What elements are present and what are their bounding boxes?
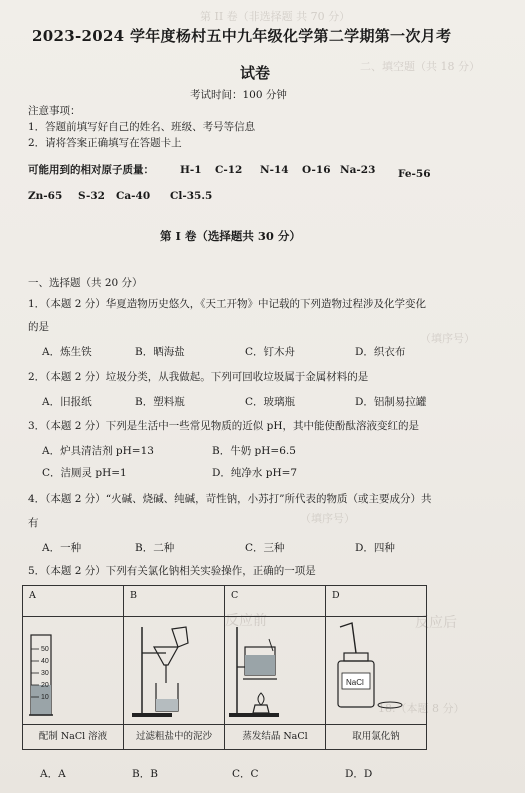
option: B．晒海盐 [135,346,185,358]
option: B．二种 [135,542,175,554]
note-item: 2．请将答案正确填写在答题卡上 [28,137,182,149]
atomic-mass: Fe-56 [398,168,431,180]
option: B．塑料瓶 [135,396,185,408]
question-stem: 5．（本题 2 分）下列有关氯化钠相关实验操作，正确的一项是 [28,565,316,577]
evaporation-figure [225,617,326,725]
bleed-through-text: （填序号） [300,512,355,525]
option: A．旧报纸 [42,396,92,408]
bleed-through-text: 反应前 [225,613,267,629]
atomic-mass: H-1 [180,164,202,176]
atomic-mass: O-16 [302,164,331,176]
cylinder-mark: 20 [41,682,49,689]
bottle-label: NaCl [346,678,364,687]
cylinder-mark: 40 [41,658,49,665]
table-cell-caption: 配制 NaCl 溶液 [23,725,124,750]
atomic-mass: N-14 [260,164,289,176]
option: B．牛奶 pH=6.5 [212,445,296,457]
table-cell-letter: A [23,586,124,617]
option: D．四种 [355,542,395,554]
atomic-mass-label: 可能用到的相对原子质量： [28,164,154,176]
bleed-through-text: 第 II 卷（非选择题 共 70 分） [200,10,351,23]
question-stem: 1．（本题 2 分）华夏造物历史悠久，《天工开物》中记载的下列造物过程涉及化学变化 [28,298,427,310]
option: A．A [40,768,66,780]
question-stem: 4．（本题 2 分）“火碱、烧碱、纯碱，苛性钠，小苏打”所代表的物质（或主要成分）共 [28,493,432,505]
exam-title: 2023-2024 学年度杨村五中九年级化学第二学期第一次月考 [32,27,452,45]
option: B．B [132,768,158,780]
section-title: 第 I 卷（选择题共 30 分） [160,229,301,243]
question-stem: 有 [28,517,39,529]
atomic-mass: Zn-65 [28,190,63,202]
bleed-through-text: （填序号） [420,332,475,345]
option: C．玻璃瓶 [245,396,296,408]
option: C．钉木舟 [245,346,296,358]
table-cell-caption: 取用氯化钠 [326,725,427,750]
option: C．C [232,768,259,780]
atomic-mass: Na-23 [340,164,376,176]
bleed-through-text: 反应后 [415,615,457,631]
table-cell-letter: B [124,586,225,617]
option: A．一种 [42,542,82,554]
table-cell-letter: C [225,586,326,617]
experiment-table [22,585,427,750]
question-stem: 3．（本题 2 分）下列是生活中一些常见物质的近似 pH，其中能使酚酞溶液变红的是 [28,420,420,432]
notes-heading: 注意事项： [28,105,81,117]
question-stem: 2．（本题 2 分）垃圾分类，从我做起。下列可回收垃圾属于金属材料的是 [28,371,369,383]
table-cell-caption: 蒸发结晶 NaCl [225,725,326,750]
measuring-cylinder-figure [23,617,124,725]
table-cell-letter: D [326,586,427,617]
option: D．铝制易拉罐 [355,396,427,408]
option: C．洁厕灵 pH=1 [42,467,127,479]
table-cell-caption: 过滤粗盐中的泥沙 [124,725,225,750]
atomic-mass: C-12 [215,164,243,176]
filtration-figure [124,617,225,725]
bleed-through-text: 18.（本题 8 分） [378,702,465,715]
atomic-mass: Ca-40 [116,190,151,202]
option: A．炉具清洁剂 pH=13 [42,445,154,457]
exam-subtitle: 试卷 [240,64,271,82]
option: D．织衣布 [355,346,406,358]
atomic-mass: Cl-35.5 [170,190,213,202]
question-stem: 的是 [28,321,49,333]
cylinder-mark: 50 [41,646,49,653]
option: D．D [345,768,373,780]
note-item: 1．答题前填写好自己的姓名、班级、考号等信息 [28,121,256,133]
atomic-mass: S-32 [78,190,105,202]
option: C．三种 [245,542,285,554]
bleed-through-text: 二、填空题（共 18 分） [360,60,480,73]
cylinder-mark: 30 [41,670,49,677]
cylinder-mark: 10 [41,694,49,701]
section-subtitle: 一、选择题（共 20 分） [28,277,143,289]
exam-time: 考试时间：100 分钟 [190,89,287,101]
reagent-bottle-figure [326,617,427,725]
option: A．炼生铁 [42,346,92,358]
option: D．纯净水 pH=7 [212,467,298,479]
